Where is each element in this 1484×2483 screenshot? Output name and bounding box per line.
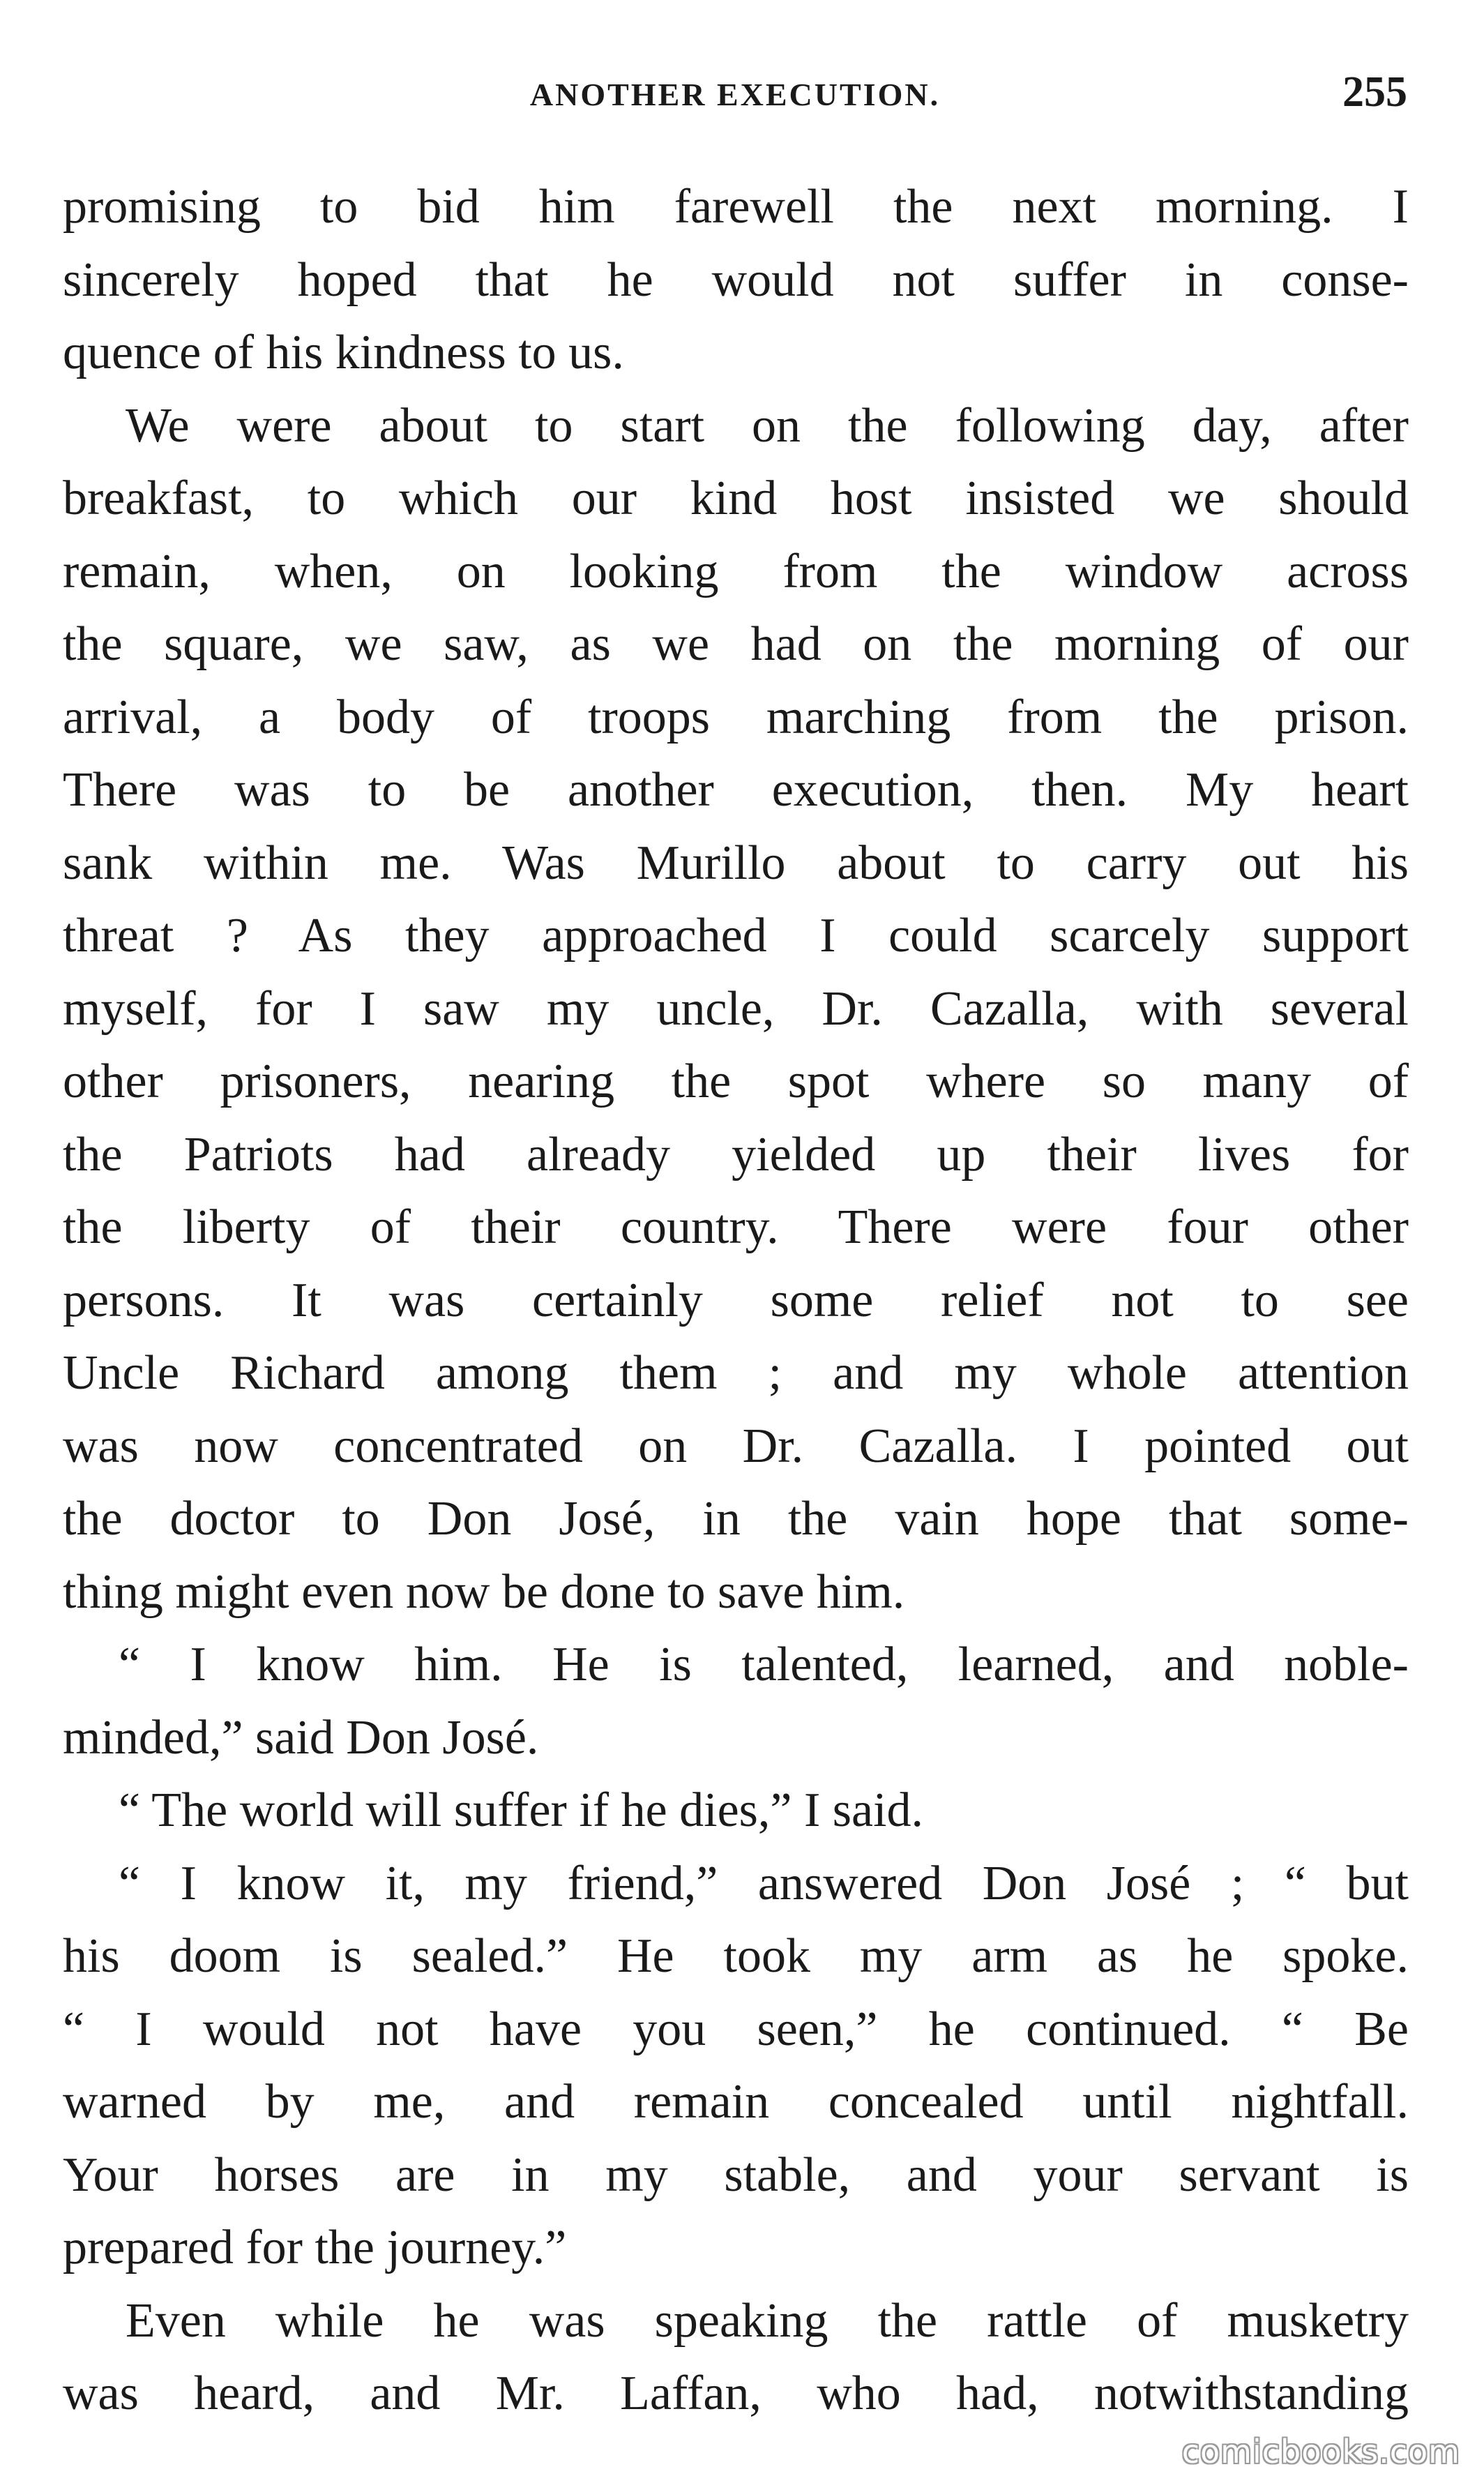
text-line: persons. It was certainly some relief not to see (63, 1273, 1409, 1327)
text-line: remain, when, on looking from the window across (63, 544, 1409, 598)
text-line: thing might even now be done to save him. (63, 1564, 905, 1619)
text-line: his doom is sealed.” He took my arm as he spoke. (63, 1929, 1409, 1983)
text-line: promising to bid him farewell the next morning. I (63, 180, 1409, 234)
text-line: “ I know him. He is talented, learned, and noble- (119, 1638, 1409, 1691)
running-head: ANOTHER EXECUTION. (529, 77, 941, 112)
text-line: Your horses are in my stable, and your servant is (63, 2148, 1409, 2202)
text-line: threat ? As they approached I could scarcely support (63, 909, 1409, 963)
text-line: Even while he was speaking the rattle of musketry (126, 2293, 1409, 2348)
text-line: quence of his kindness to us. (63, 326, 624, 379)
body-text (63, 171, 1409, 2431)
text-line: myself, for I saw my uncle, Dr. Cazalla, with several (63, 981, 1409, 1036)
text-line: the liberty of their country. There were four other (63, 1200, 1409, 1254)
text-line: breakfast, to which our kind host insisted we should (63, 471, 1409, 525)
text-line: “ I know it, my friend,” answered Don José ; “ but (119, 1856, 1409, 1910)
text-line: Uncle Richard among them ; and my whole attention (63, 1346, 1409, 1400)
text-line: sank within me. Was Murillo about to carry out his (63, 836, 1409, 890)
text-line: the square, we saw, as we had on the morning of our (63, 617, 1409, 671)
text-line: the doctor to Don José, in the vain hope that some- (63, 1492, 1409, 1546)
text-line: was now concentrated on Dr. Cazalla. I pointed out (63, 1419, 1409, 1473)
text-line: sincerely hoped that he would not suffer in conse- (63, 252, 1409, 307)
text-line: the Patriots had already yielded up their lives for (63, 1127, 1409, 1182)
watermark: comicbooks.com (1181, 2433, 1460, 2470)
text-line: warned by me, and remain concealed until nightfall. (63, 2075, 1409, 2129)
text-line: prepared for the journey.” (63, 2221, 567, 2274)
text-line: minded,” said Don José. (63, 1710, 539, 1765)
text-line: We were about to start on the following day, after (126, 398, 1409, 453)
text-line: was heard, and Mr. Laffan, who had, notwithstanding (63, 2367, 1409, 2420)
page-header (63, 67, 1407, 123)
page-number: 255 (1342, 68, 1407, 116)
text-line: There was to be another execution, then. My heart (63, 763, 1409, 817)
text-line: “ The world will suffer if he dies,” I said. (119, 1783, 924, 1837)
text-line: arrival, a body of troops marching from the prison. (63, 690, 1409, 744)
text-line: other prisoners, nearing the spot where so many of (63, 1055, 1409, 1108)
text-line: “ I would not have you seen,” he continued. “ Be (63, 2002, 1409, 2056)
